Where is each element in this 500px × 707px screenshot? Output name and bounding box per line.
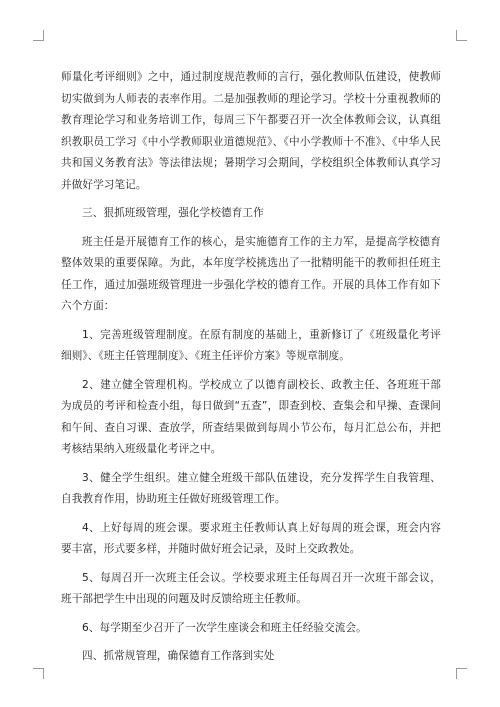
crop-mark-top-left	[33, 30, 44, 41]
list-item-2: 2、建立健全管理机构。学校成立了以德育副校长、政教主任、各班班干部为成员的考评和检查小组，每日做到“五查”，即查到校、查集会和早操、查课间和午间、查自习课、查放学，所查结果做到每周小节公布，每月汇总公布，并把考核结果纳入班级量化考评之中。	[61, 378, 441, 455]
crop-mark-bottom-right	[456, 668, 467, 679]
list-item-5: 5、每周召开一次班主任会议。学校要求班主任每周召开一次班干部会议，班干部把学生中出现的问题及时反馈给班主任教师。	[61, 571, 441, 605]
list-item-3: 3、健全学生组织。建立健全班级干部队伍建设，充分发挥学生自我管理、自我教育作用，协助班主任做好班级管理工作。	[61, 471, 441, 505]
paragraph-teacher-study: 师量化考评细则》之中，通过制度规范教师的言行，强化教师队伍建设，使教师切实做到为人师表的表率作用。二是加强教师的理论学习。学校十分重视教师的教育理论学习和业务培训工作，每周三下午都要召开一次全体教师会议，认真组织教职员工学习《中小学教师职业道德规范》、《中小学教师十不准》、《中华人民共和国义务教育法》等法律法规；暑期学习会期间，学校组织全体教师认真学习并做好学习笔记。	[61, 71, 441, 191]
list-item-4: 4、上好每周的班会课。要求班主任教师认真上好每周的班会课，班会内容要丰富，形式要多样，并随时做好班会记录，及时上交政教处。	[61, 521, 441, 555]
crop-mark-bottom-left	[33, 668, 44, 679]
crop-mark-top-right	[456, 30, 467, 41]
paragraph-head-teacher-role: 班主任是开展德育工作的核心，是实施德育工作的主力军，是提高学校德育整体效果的重要保障。为此，本年度学校挑选出了一批精明能干的教师担任班主任工作，通过加强班级管理进一步强化学校的德育工作。开展的具体工作有如下六个方面：	[61, 235, 441, 312]
list-item-6: 6、每学期至少召开了一次学生座谈会和班主任经验交流会。	[82, 621, 367, 634]
list-item-1: 1、完善班级管理制度。在原有制度的基础上，重新修订了《班级量化考评细则》、《班主任管理制度》、《班主任评价方案》等规章制度。	[61, 328, 441, 362]
document-body	[61, 67, 441, 675]
section-heading-class-management: 三、狠抓班级管理，强化学校德育工作	[82, 207, 264, 219]
section-heading-routine-management: 四、抓常规管理，确保德育工作落到实处	[82, 650, 275, 662]
